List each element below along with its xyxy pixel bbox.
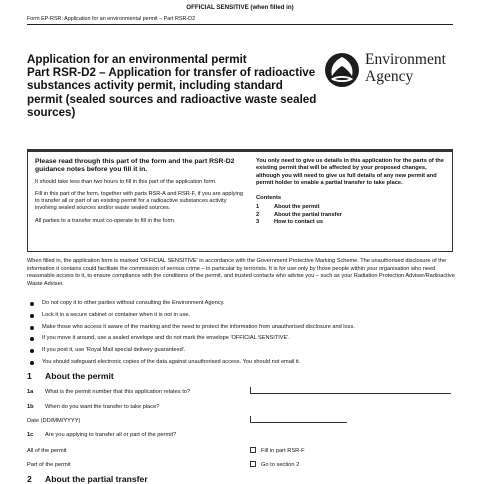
environment-agency-logo xyxy=(324,50,454,90)
contents-heading: Contents xyxy=(256,195,282,202)
contents-item-label: How to contact us xyxy=(274,219,323,225)
form-reference: Form EP-RSR: Application for an environmental permit – Part RSR-D2 xyxy=(27,16,196,22)
list-item xyxy=(27,333,455,345)
part-of-permit-checkbox[interactable] xyxy=(250,461,256,467)
contents-item[interactable] xyxy=(256,212,448,219)
list-item-text: Make those who access it aware of the marking and the need to protect the information from unauthorised disclosure and loss. xyxy=(42,323,355,330)
list-item xyxy=(27,357,455,369)
logo-wordmark xyxy=(365,51,446,85)
question-1c xyxy=(27,432,176,438)
option-part-action: Go to section 2 xyxy=(261,462,300,468)
contents-item[interactable] xyxy=(256,219,448,226)
title-line-1: Application for an environmental permit xyxy=(27,53,247,66)
guidance-heading: Please read through this part of the form and the part RSR-D2 guidance notes before you fill it in. xyxy=(35,158,235,174)
logo-text-line-2: Agency xyxy=(365,68,414,85)
contents-item-number: 3 xyxy=(256,219,260,225)
all-of-permit-checkbox[interactable] xyxy=(250,447,256,453)
option-all-label: All of the permit xyxy=(27,448,67,454)
section-title: About the permit xyxy=(45,371,114,381)
date-label: Date (DD/MM/YYYY) xyxy=(27,418,81,424)
protective-marking-header: OFFICIAL SENSITIVE (when filled in) xyxy=(186,4,294,11)
bullet-icon xyxy=(30,349,34,353)
list-item xyxy=(27,345,455,357)
option-all-action: Fill in part RSR-F xyxy=(261,448,305,454)
section-number: 1 xyxy=(27,371,32,381)
contents-item-number: 2 xyxy=(256,211,260,218)
header-divider xyxy=(27,24,453,25)
guidance-info-box xyxy=(27,149,453,252)
question-text: What is the permit number that this application relates to? xyxy=(45,389,191,395)
bullet-icon xyxy=(30,326,34,330)
option-part-label: Part of the permit xyxy=(27,462,71,468)
section-number: 2 xyxy=(27,474,32,484)
question-text: When do you want the transfer to take place? xyxy=(45,404,160,410)
environment-agency-logo-icon xyxy=(324,52,360,88)
list-item-text: If you post it, use 'Royal Mail special delivery guaranteed'. xyxy=(42,347,186,354)
question-1a xyxy=(27,389,190,395)
partial-details-note: You only need to give us details in this application for the parts of the existing permit that will be affected by your proposed changes, although you will need to give us full details of any new permit and permit holder to enable a partial transfer to take place. xyxy=(256,158,444,186)
contents-item-number: 1 xyxy=(256,204,260,211)
section-2-heading xyxy=(27,474,148,484)
info-box-right-column xyxy=(256,158,448,226)
transfer-date-field[interactable] xyxy=(250,416,347,423)
question-number: 1b xyxy=(27,404,34,410)
list-item xyxy=(27,322,455,334)
list-item-text: Lock it in a secure cabinet or container when it is not in use. xyxy=(42,311,191,318)
scope-note: Fill in this part of the form, together with parts RSR-A and RSR-F, if you are applying to transfer all or part of an existing permit for a radioactive substances activity involving sealed sources and/or waste sealed sources. xyxy=(35,191,243,212)
permit-number-field[interactable] xyxy=(250,387,451,394)
bullet-icon xyxy=(30,302,34,306)
question-number: 1a xyxy=(27,389,34,395)
list-item xyxy=(27,310,455,322)
question-number: 1c xyxy=(27,432,34,438)
bullet-icon xyxy=(30,361,34,365)
question-1b xyxy=(27,404,159,410)
cooperation-note: All parties to a transfer must co-operate to fill in the form. xyxy=(35,217,176,224)
list-item-text: Do not copy it to other parties without consulting the Environment Agency. xyxy=(42,300,225,306)
handling-instructions-list xyxy=(27,298,455,369)
list-item-text: If you move it around, use a sealed envelope and do not mark the envelope 'OFFICIAL SENSITIVE'. xyxy=(42,335,290,342)
info-box-left-column xyxy=(35,158,243,230)
logo-text-line-1: Environment xyxy=(365,51,446,68)
section-title: About the partial transfer xyxy=(45,474,148,484)
page-title xyxy=(27,53,317,119)
contents-item-label: About the permit xyxy=(274,204,320,211)
time-note: It should take less than two hours to fill in this part of the application form. xyxy=(35,178,217,185)
section-1-heading xyxy=(27,371,114,381)
list-item-text: You should safeguard electronic copies of the data against unauthorised access. You should not email it. xyxy=(42,358,301,365)
list-item xyxy=(27,298,455,310)
contents-item[interactable] xyxy=(256,204,448,211)
bullet-icon xyxy=(30,337,34,341)
official-sensitive-notice: When filled in, the application form is marked 'OFFICIAL SENSITIVE' in accordance with the Government Protective Marking Scheme. The unauthorised disclosure of the information it contains could facilitate the commission of serious crime – in particular by terrorists. It is for use only by those people within your organisation who need reasonable access to it, to ensure compliance with the conditions of the permit, and trusted contacts who advise you – such as your Radiation Protection Adviser/Radioactive Waste Adviser. xyxy=(27,258,455,287)
contents-item-label: About the partial transfer xyxy=(274,211,342,218)
bullet-icon xyxy=(30,314,34,318)
question-text: Are you applying to transfer all or part of the permit? xyxy=(45,432,177,438)
title-line-2: Part RSR-D2 – Application for transfer of radioactive substances activity permit, including standard permit (sealed sources and radioactive waste sealed sources) xyxy=(27,66,317,119)
